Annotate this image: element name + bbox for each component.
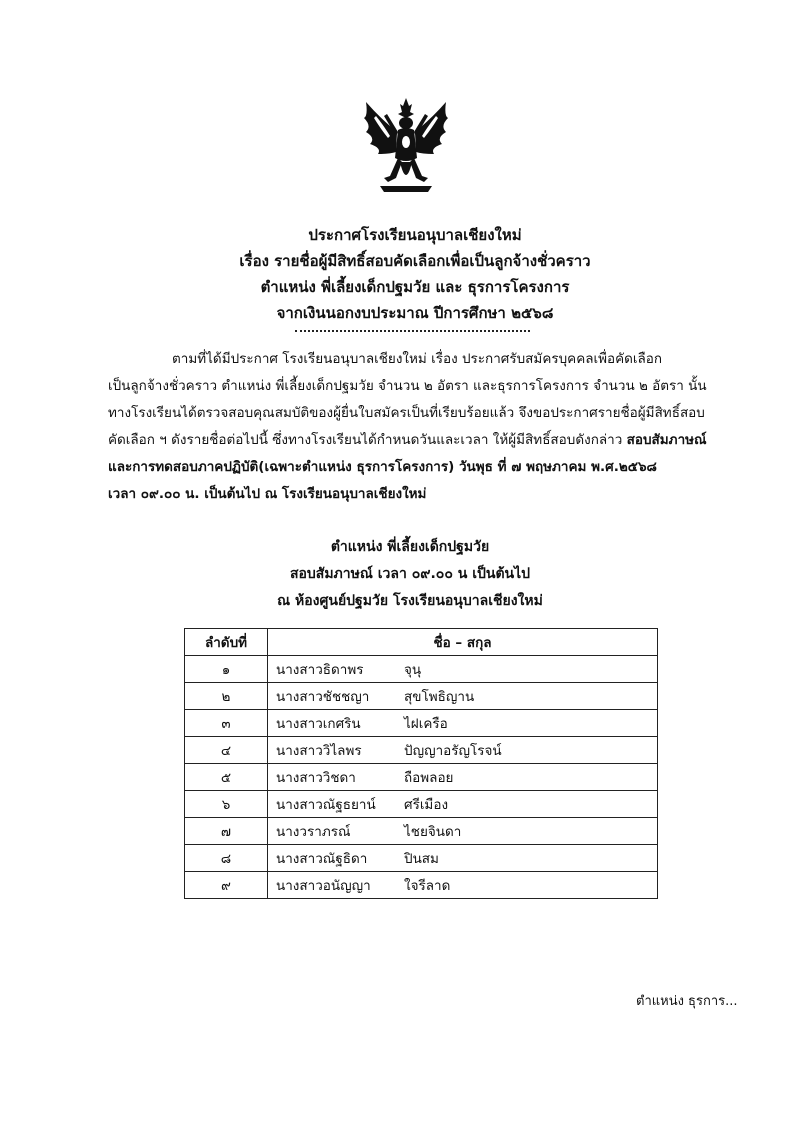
row-first-name: นางสาวชัชชญา: [268, 683, 405, 710]
announcement-body: [108, 346, 733, 508]
row-last-name: ปินสม: [404, 845, 658, 872]
table-row: [185, 683, 658, 710]
row-first-name: นางสาววิชดา: [268, 764, 405, 791]
row-number: ๘: [185, 845, 268, 872]
candidate-table: [184, 628, 658, 899]
announcement-title: [100, 222, 730, 326]
row-number: ๓: [185, 710, 268, 737]
table-header-row: [185, 629, 658, 656]
row-first-name: นางวราภรณ์: [268, 818, 405, 845]
table-row: [185, 710, 658, 737]
table-row: [185, 818, 658, 845]
row-last-name: ปัญญาอรัญโรจน์: [404, 737, 658, 764]
table-row: [185, 845, 658, 872]
table-row: [185, 737, 658, 764]
body-line-4-text: คัดเลือก ฯ ดังรายชื่อต่อไปนี้ ซึ่งทางโรงเรียนได้กำหนดวันและเวลา ให้ผู้มีสิทธิ์สอบดังกล่าว: [108, 432, 627, 448]
row-last-name: สุขโพธิญาน: [404, 683, 658, 710]
title-line-1: ประกาศโรงเรียนอนุบาลเชียงใหม่: [308, 226, 522, 244]
row-number: ๔: [185, 737, 268, 764]
row-number: ๙: [185, 872, 268, 899]
row-last-name: ไชยจินดา: [404, 818, 658, 845]
table-row: [185, 791, 658, 818]
row-number: ๒: [185, 683, 268, 710]
row-last-name: ศรีเมือง: [404, 791, 658, 818]
table-row: [185, 872, 658, 899]
title-line-3: ตำแหน่ง พี่เลี้ยงเด็กปฐมวัย และ ธุรการโครงการ: [260, 278, 570, 296]
body-line-3: ทางโรงเรียนได้ตรวจสอบคุณสมบัติของผู้ยื่นใบสมัครเป็นที่เรียบร้อยแล้ว จึงขอประกาศรายชื่อผู้มีสิทธิ์สอบ: [108, 405, 705, 421]
body-line-2: เป็นลูกจ้างชั่วคราว ตำแหน่ง พี่เลี้ยงเด็กปฐมวัย จำนวน ๒ อัตรา และธุรการโครงการ จำนวน ๒ อัตรา นั้น: [108, 378, 707, 394]
continuation-note: ตำแหน่ง ธุรการ...: [636, 994, 738, 1009]
row-first-name: นางสาวณัฐธยาน์: [268, 791, 405, 818]
row-number: ๖: [185, 791, 268, 818]
row-last-name: จุนุ: [404, 656, 658, 683]
row-first-name: นางสาวเกศริน: [268, 710, 405, 737]
position-section-heading: [150, 534, 670, 615]
row-first-name: นางสาวณัฐธิดา: [268, 845, 405, 872]
table-row: [185, 764, 658, 791]
section-line-2: สอบสัมภาษณ์ เวลา ๐๙.๐๐ น เป็นต้นไป: [289, 566, 531, 582]
body-line-1: ตามที่ได้มีประกาศ โรงเรียนอนุบาลเชียงใหม่ เรื่อง ประกาศรับสมัครบุคคลเพื่อคัดเลือก: [172, 351, 663, 367]
body-line-4: [108, 427, 733, 454]
row-first-name: นางสาวธิดาพร: [268, 656, 405, 683]
garuda-emblem-icon: [360, 96, 452, 200]
row-first-name: นางสาววิไลพร: [268, 737, 405, 764]
row-last-name: ไฝเครือ: [404, 710, 658, 737]
row-number: ๗: [185, 818, 268, 845]
dotted-divider: [295, 330, 530, 332]
table-row: [185, 656, 658, 683]
row-first-name: นางสาวอนัญญา: [268, 872, 405, 899]
row-last-name: ใจรีลาด: [404, 872, 658, 899]
body-line-6: เวลา ๐๙.๐๐ น. เป็นต้นไป ณ โรงเรียนอนุบาลเชียงใหม่: [108, 486, 427, 502]
title-line-2: เรื่อง รายชื่อผู้มีสิทธิ์สอบคัดเลือกเพื่อเป็นลูกจ้างชั่วคราว: [239, 252, 591, 270]
header-number: ลำดับที่: [185, 629, 268, 656]
section-line-3: ณ ห้องศูนย์ปฐมวัย โรงเรียนอนุบาลเชียงใหม่: [277, 593, 543, 609]
row-number: ๕: [185, 764, 268, 791]
row-last-name: ถือพลอย: [404, 764, 658, 791]
section-line-1: ตำแหน่ง พี่เลี้ยงเด็กปฐมวัย: [330, 539, 490, 555]
title-line-4: จากเงินนอกงบประมาณ ปีการศึกษา ๒๕๖๘: [276, 304, 554, 322]
row-number: ๑: [185, 656, 268, 683]
body-line-4-bold: สอบสัมภาษณ์: [626, 432, 707, 448]
body-line-5: และการทดสอบภาคปฏิบัติ(เฉพาะตำแหน่ง ธุรการโครงการ) วันพุธ ที่ ๗ พฤษภาคม พ.ศ.๒๕๖๘: [108, 459, 657, 475]
header-name: ชื่อ – สกุล: [268, 629, 658, 656]
